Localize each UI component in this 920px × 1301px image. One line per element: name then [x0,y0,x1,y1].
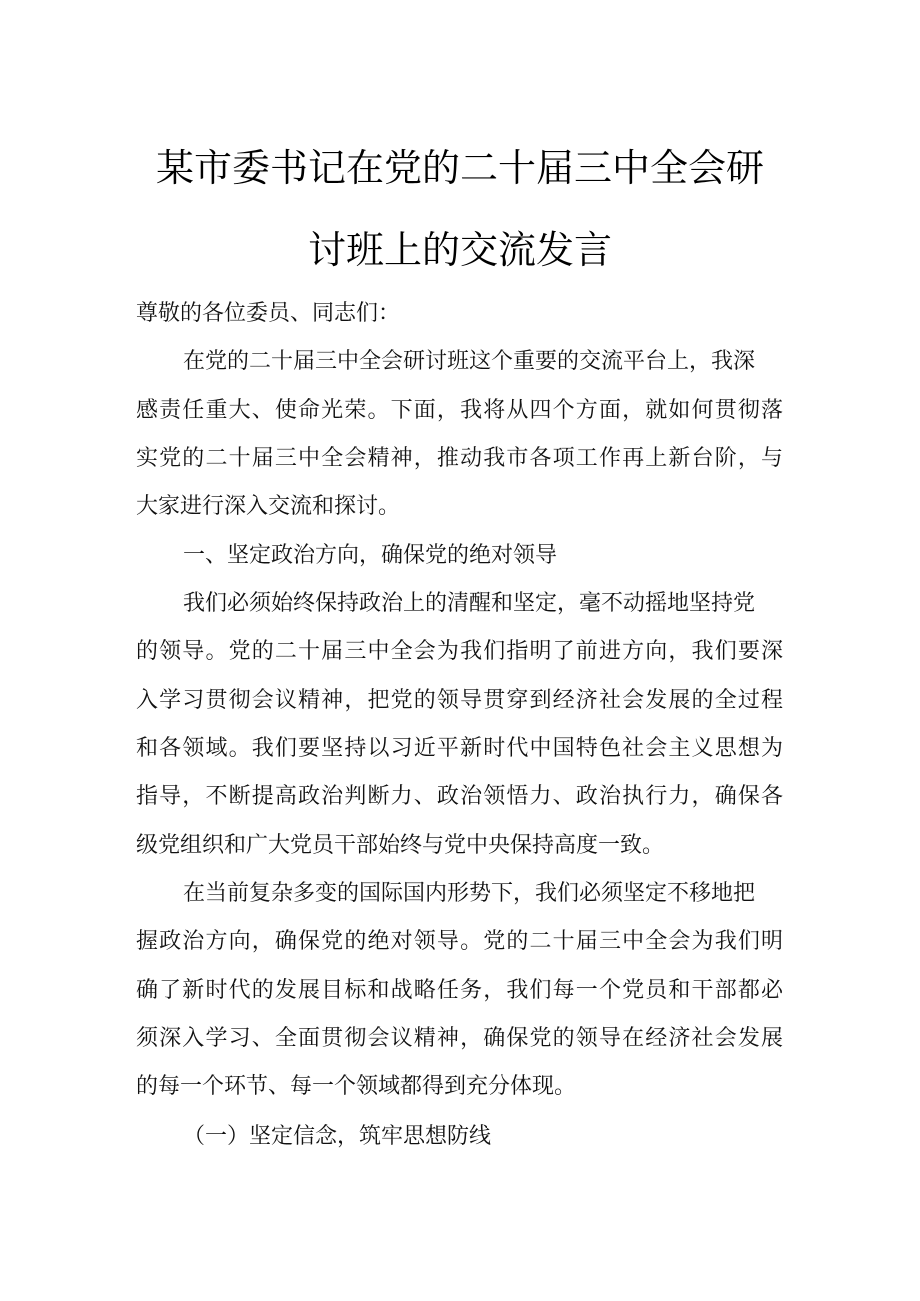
paragraph-line: 和各领域。我们要坚持以习近平新时代中国特色社会主义思想为 [136,736,783,761]
paragraph-line: 的每一个环节、每一个领域都得到充分体现。 [136,1074,577,1099]
salutation: 尊敬的各位委员、同志们： [136,301,401,326]
paragraph-line: 我们必须始终保持政治上的清醒和坚定，毫不动摇地坚持党 [183,591,756,616]
paragraph-line: 在党的二十届三中全会研讨班这个重要的交流平台上，我深 [183,349,756,374]
section-heading: 一、坚定政治方向，确保党的绝对领导 [183,543,558,568]
paragraph-line: 须深入学习、全面贯彻会议精神，确保党的领导在经济社会发展 [136,1026,783,1051]
paragraph-line: 大家进行深入交流和探讨。 [136,494,401,519]
paragraph-line: 握政治方向，确保党的绝对领导。党的二十届三中全会为我们明 [136,929,783,954]
paragraph-line: 指导，不断提高政治判断力、政治领悟力、政治执行力，确保各 [136,784,783,809]
paragraph-line: 在当前复杂多变的国际国内形势下，我们必须坚定不移地把 [183,881,756,906]
paragraph-line: 入学习贯彻会议精神，把党的领导贯穿到经济社会发展的全过程 [136,688,783,713]
document-title-line-1: 某市委书记在党的二十届三中全会研 [155,146,764,190]
paragraph-line: 确了新时代的发展目标和战略任务，我们每一个党员和干部都必 [136,978,783,1003]
paragraph-line: 级党组织和广大党员干部始终与党中央保持高度一致。 [136,833,665,858]
paragraph-line: 实党的二十届三中全会精神，推动我市各项工作再上新台阶，与 [136,446,783,471]
paragraph-line: 的领导。党的二十届三中全会为我们指明了前进方向，我们要深 [136,639,783,664]
paragraph-line: 感责任重大、使命光荣。下面，我将从四个方面，就如何贯彻落 [136,398,783,423]
document-title-line-2: 讨班上的交流发言 [307,228,612,272]
subsection-heading: （一）坚定信念，筑牢思想防线 [183,1124,492,1149]
